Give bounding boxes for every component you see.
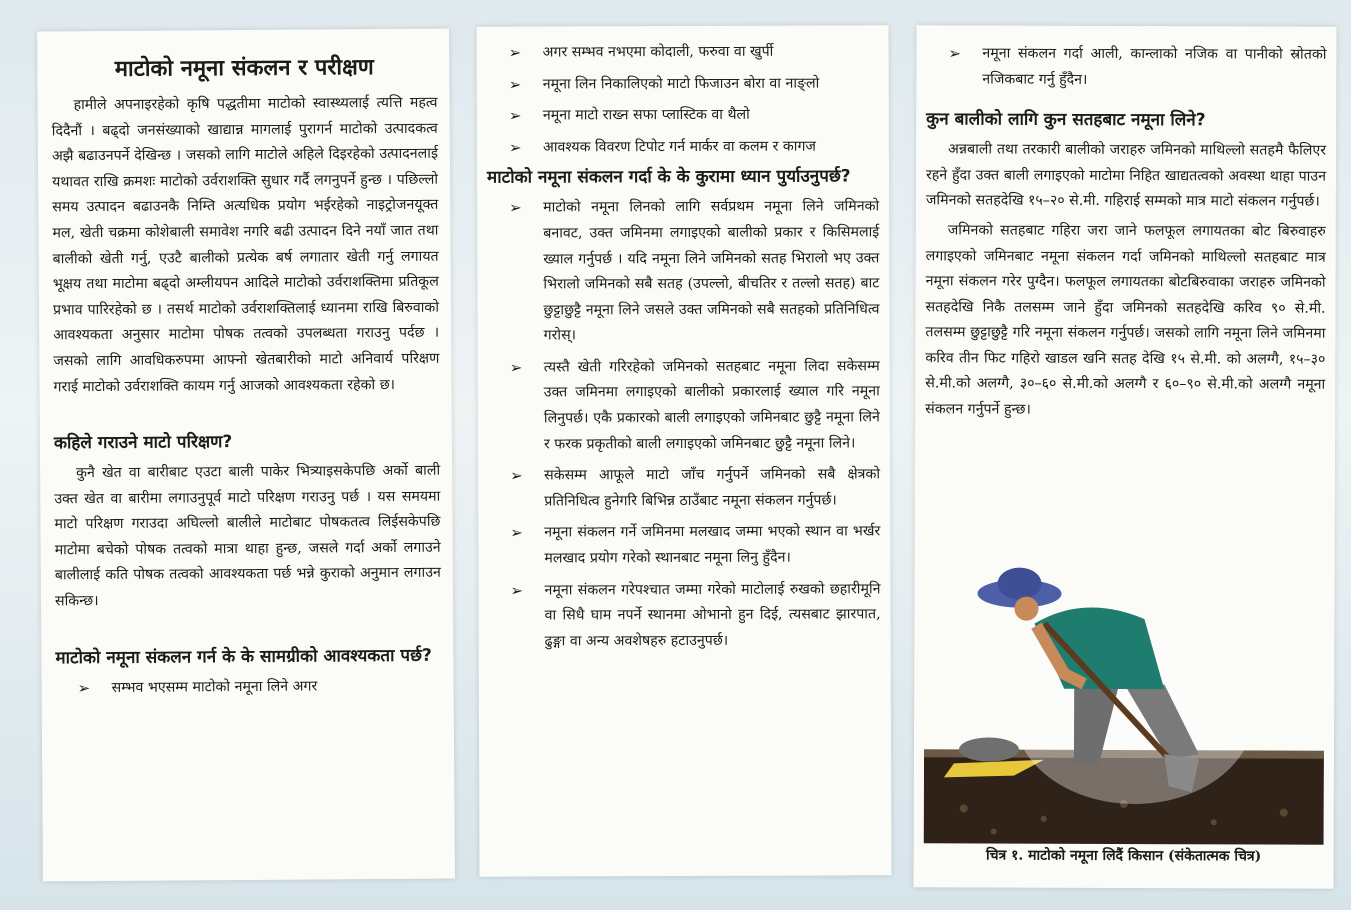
materials-list-start: [56, 673, 442, 701]
bullet-arrow-icon: ➢: [508, 138, 522, 157]
list-item: ➢ सम्भव भएसम्म माटोको नमूना लिने अगर: [56, 673, 442, 701]
list-item: ➢ माटोको नमूना लिनको लागि सर्वप्रथम नमूना लिने जमिनको बनावट, उक्त जमिनमा लगाइएको बालीको प्रकार र किसिमलाई ख्याल गर्नुपर्छ । यदि नमूना लिने जमिनको सतह भिरालो भए उक्त भिरालो जमिनको सबै सतह (उपल्लो, बीचतिर र तल्लो सतह) बाट छुट्टाछुट्टै नमूना लिने जसले उक्त जमिनको सबै सतहको प्रतिनिधित्व गरोस्।: [487, 195, 880, 350]
materials-list-continued: [487, 39, 879, 161]
bullet-arrow-icon: ➢: [510, 466, 523, 485]
bullet-arrow-icon: ➢: [508, 75, 522, 94]
bullet-arrow-icon: ➢: [510, 581, 524, 600]
column-1: [37, 29, 455, 882]
list-item: ➢ नमूना संकलन गर्ने जमिनमा मलखाद जम्मा भएको स्थान वा भर्खर मलखाद प्रयोग गरेको स्थानबाट नमूना लिनु हुँदैन।: [488, 520, 880, 573]
bullet-arrow-icon: ➢: [77, 678, 91, 697]
column-2: [477, 25, 892, 876]
list-item: ➢ नमूना संकलन गरेपश्चात जम्मा गरेको माटोलाई रुखको छहारीमूनि वा सिधै घाम नपर्ने स्थानमा ओभानो हुन दिई, त्यसबाट झारपात, ढुङ्गा वा अन्य अवशेषहरु हटाउनुपर्छ।: [488, 577, 880, 655]
bullet-arrow-icon: ➢: [510, 524, 523, 543]
farmer-digging-illustration: [924, 563, 1325, 854]
attention-list-continued: [926, 41, 1326, 94]
list-item: ➢ त्यस्तै खेती गरिरहेको जमिनको सतहबाट नमूना लिदा सकेसम्म उक्त जमिनमा लगाइएको बालीको प्रकारलाई ख्याल गरि नमूना लिनुपर्छ। एकै प्रकारको बाली लगाइएको जमिनबाट छुट्टै नमूना लिने र फरक प्रकृतीको बाली लगाइएको जमिनबाट छुट्टै नमूना लिने।: [488, 354, 880, 458]
depth-paragraph-1: अन्नबाली तथा तरकारी बालीको जराहरु जमिनको माथिल्लो सतहमै फैलिएर रहने हुँदा उक्त बाली लगाइएको माटोमा निहित खाद्यतत्वको अवस्था थाहा पाउन जमिनको सतहदेखि १५–२० से.मी. गहिराई सम्मको मात्र माटो संकलन गर्नुपर्छ।: [925, 141, 1327, 210]
bullet-arrow-icon: ➢: [509, 358, 523, 377]
soil-pile: [959, 737, 1019, 761]
materials-heading: माटोको नमूना संकलन गर्न के के सामग्रीको आवश्यकता पर्छ?: [55, 645, 432, 668]
bullet-arrow-icon: ➢: [509, 198, 522, 217]
list-item: ➢ अगर सम्भव नभएमा कोदाली, फरुवा वा खुर्पी: [487, 39, 879, 66]
list-item: ➢ नमूना संकलन गर्दा आली, कान्लाको नजिक वा पानीको स्रोतको नजिकबाट गर्नु हुँदैन।: [926, 41, 1326, 94]
attention-list: [487, 195, 881, 655]
list-item: ➢ नमूना लिन निकालिएको माटो फिजाउन बोरा वा नाङ्लो: [487, 71, 879, 98]
when-paragraph: कुनै खेत वा बारीबाट एउटा बाली पाकेर भित्र्याइसकेपछि अर्को बाली उक्त खेत वा बारीमा लगाउनुपूर्व माटो परिक्षण गराउनु पर्छ । यस समयमा माटो परिक्षण गराउदा अघिल्लो बालीले माटोबाट पोषकतत्व लिईसकेपछि माटोमा बचेको पोषक तत्वको मात्रा थाहा हुन्छ, जसले गर्दा अर्को लगाउने बालीलाई कति पोषक तत्वको आवश्यकता पर्छ भन्ने कुराको अनुमान लगाउन सकिन्छ।: [54, 462, 441, 610]
column-3: [913, 25, 1336, 888]
page-title: माटोको नमूना संकलन र परीक्षण: [114, 55, 374, 82]
depth-paragraph-2: जमिनको सतहबाट गहिरा जरा जाने फलफूल लगायतका बोट बिरुवाहरु लगाइएको जमिनबाट नमूना संकलन गर्दा जमिनको माथिल्लो सतहबाट मात्र नमूना संकलन गरेर पुग्दैन। फलफूल लगायतका बोटबिरुवाका जराहरु जमिनको सतहदेखि निकै तलसम्म जाने हुँदा जमिनको सतहदेखि करिव ९० से.मी. तलसम्म छुट्टाछुट्टै गरि नमूना संकलन गर्नुपर्छ। जसको लागि नमूना लिने जमिनमा करिव तीन फिट गहिरो खाडल खनि सतह देखि १५ से.मी. को अलग्गै, १५–३० से.मी.को अलग्गै, ३०–६० से.मी.को अलग्गै र ६०–९० से.मी.को अलग्गै नमूना संकलन गर्नुपर्ने हुन्छ।: [925, 222, 1326, 418]
intro-paragraph: हामीले अपनाइरहेको कृषि पद्धतीमा माटोको स्वास्थ्यलाई त्यत्ति महत्व दिदैनौं । बढ्दो जनसंख्याको खाद्यान्न मागलाई पुरागर्न माटोको उत्पादकत्व अझै बढाउनपर्ने देखिन्छ । जसको लागि माटोले अहिले दिइरहेको उत्पादनलाई यथावत राखि क्रमशः माटोको उर्वराशक्ति सुधार गर्दै लगनुपर्ने हुन्छ । पछिल्लो समय उत्पादन बढाउनकै निम्ति अत्यधिक प्रयोग भईरहेको नाइट्रोजनयूक्त मल, खेती चक्रमा कोशेबाली समावेश नगरि बढी उत्पादन दिने नयाँ जात तथा बालीको खेती गर्नु, एउटै बालीको प्रत्येक बर्ष लगातार खेती गर्नु लगायत भूक्षय तथा माटोमा बढ्दो अम्लीयपन आदिले माटोको उर्वराशक्तिमा प्रतिकूल प्रभाव पारिरहेको छ । तसर्थ माटोको उर्वराशक्तिलाई ध्यानमा राखि बिरुवाको आवश्यकता अनुसार माटोमा पोषक तत्वको उपलब्धता गराउनु पर्दछ । जसको लागि आवधिकरुपमा आफ्नो खेतबारीको माटो अनिवार्य परिक्षण गराई माटोको उर्वराशक्ति कायम गर्नु आजको आवश्यकता रहेको छ।: [51, 94, 440, 395]
bullet-arrow-icon: ➢: [508, 43, 522, 62]
farmer-face: [1014, 597, 1038, 621]
list-item: ➢ आवश्यक विवरण टिपोट गर्न मार्कर वा कलम र कागज: [487, 134, 879, 161]
farmer-hat-crown: [998, 568, 1042, 600]
depth-heading: कुन बालीको लागि कुन सतहबाट नमूना लिने?: [926, 109, 1206, 131]
bullet-arrow-icon: ➢: [948, 44, 962, 63]
when-heading: कहिले गराउने माटो परिक्षण?: [53, 432, 233, 454]
figure-caption: चित्र १. माटोको नमूना लिदैं किसान (संकेतात्मक चित्र): [985, 847, 1262, 865]
list-item: ➢ सकेसम्म आफूले माटो जाँच गर्नुपर्ने जमिनको सबै क्षेत्रको प्रतिनिधित्व हुनेगरि बिभिन्न ठाउँबाट नमूना संकलन गर्नुपर्छ।: [488, 463, 880, 516]
attention-heading: माटोको नमूना संकलन गर्दा के के कुरामा ध्यान पुर्याउनुपर्छ?: [487, 166, 851, 189]
bullet-arrow-icon: ➢: [508, 106, 522, 125]
list-item: ➢ नमूना माटो राख्न सफा प्लास्टिक वा थैलो: [487, 103, 879, 130]
